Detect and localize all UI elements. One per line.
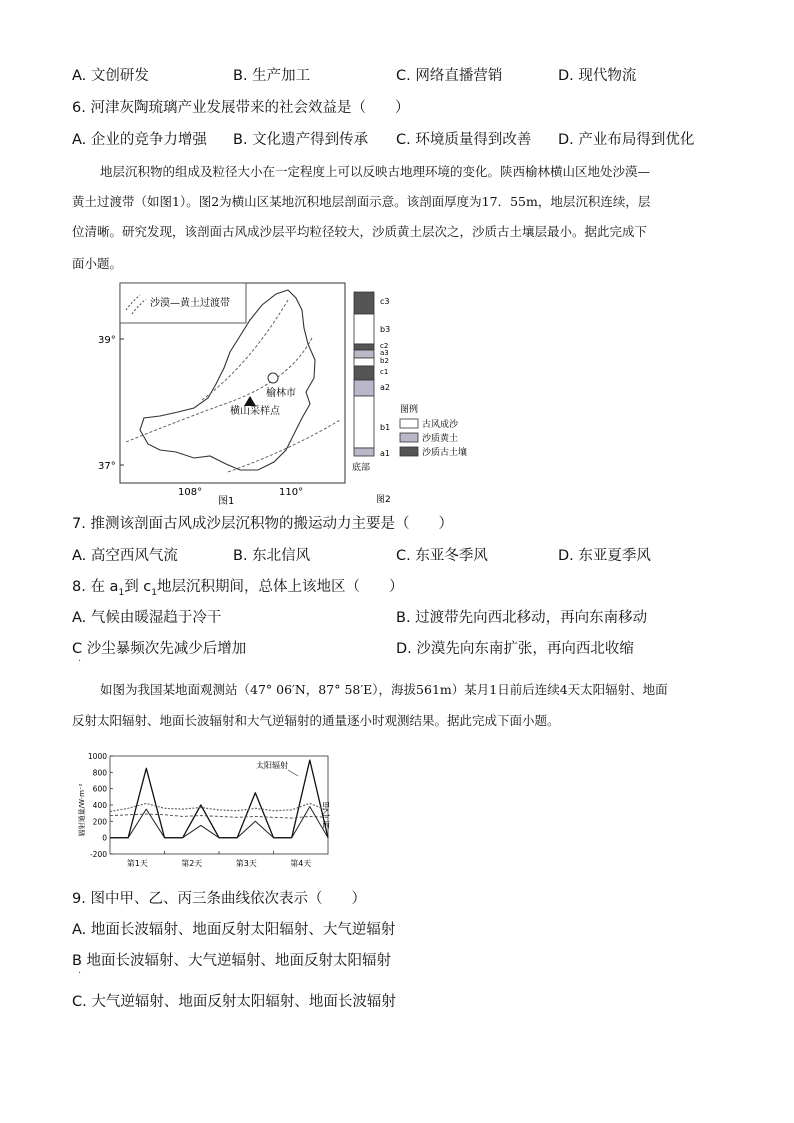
passage1-line-1: 地层沉积物的组成及粒径大小在一定程度上可以反映古地理环境的变化。陕西榆林横山区地处沙漠— — [100, 164, 651, 179]
layer-c3 — [354, 292, 374, 314]
series-label-甲: 甲 — [322, 801, 330, 811]
q7-stem: 7. 推测该剖面古风成沙层沉积物的搬运动力主要是（ ） — [72, 516, 453, 532]
radiation-chart — [76, 750, 338, 872]
layer-c2 — [354, 344, 374, 350]
series-label-乙: 乙 — [322, 808, 330, 818]
layer-b3 — [354, 314, 374, 344]
passage1-line-2: 黄土过渡带（如图1）。图2为横山区某地沉积地层剖面示意。该剖面厚度为17．55m，地层沉积连续，层 — [72, 194, 651, 209]
map-legend-label: 沙漠—黄土过渡带 — [150, 298, 230, 309]
q6-option-c[interactable]: C. 环境质量得到改善 — [396, 132, 532, 148]
figure-1-caption: 图1 — [218, 496, 235, 507]
layer-label-b2: b2 — [380, 357, 389, 365]
y-tick-label: 1000 — [87, 752, 107, 761]
q8-option-c[interactable]: C 沙尘暴频次先减少后增加 — [72, 641, 247, 657]
y-tick-label: 600 — [92, 784, 107, 794]
layer-label-a2: a2 — [380, 383, 390, 392]
q7-option-c[interactable]: C. 东亚冬季风 — [396, 548, 488, 564]
layer-label-a3: a3 — [380, 349, 389, 357]
layer-a1 — [354, 448, 374, 456]
q7-option-a[interactable]: A. 高空西风气流 — [72, 548, 178, 564]
legend-swatch-paleosol — [400, 447, 418, 456]
q6-option-b[interactable]: B. 文化遗产得到传承 — [233, 132, 369, 148]
q5-option-d[interactable]: D. 现代物流 — [558, 68, 637, 84]
solar-annotation: 太阳辐射 — [256, 761, 288, 770]
layer-a3 — [354, 350, 374, 358]
lon-108-label: 108° — [178, 487, 203, 498]
passage2-line-2: 反射太阳辐射、地面长波辐射和大气逆辐射的通量逐小时观测结果。据此完成下面小题。 — [72, 713, 560, 728]
sample-point-label: 横山采样点 — [230, 406, 280, 417]
series-太阳辐射 — [110, 760, 328, 838]
layer-label-b3: b3 — [380, 325, 391, 334]
q5-option-c[interactable]: C. 网络直播营销 — [396, 68, 503, 84]
stray-dot: · — [78, 656, 82, 667]
section-bottom-label: 底部 — [352, 463, 371, 473]
figure-2-section — [348, 290, 488, 510]
legend-swatch-loess — [400, 433, 418, 442]
layer-a2 — [354, 380, 374, 396]
series-甲 — [110, 803, 328, 811]
q9-option-b[interactable]: B 地面长波辐射、大气逆辐射、地面反射太阳辐射 — [72, 953, 392, 969]
legend-item-sand: 古风成沙 — [422, 420, 459, 430]
figure-2-caption: 图2 — [376, 495, 391, 505]
q8-option-b[interactable]: B. 过渡带先向西北移动，再向东南移动 — [396, 610, 648, 626]
layer-label-c3: c3 — [380, 297, 390, 306]
solar-annotation-leader — [288, 770, 298, 776]
q5-option-b[interactable]: B. 生产加工 — [233, 68, 311, 84]
y-axis-label: 辐射通量/W·m⁻² — [78, 783, 86, 837]
y-tick-label: 0 — [102, 833, 107, 843]
legend-item-paleosol: 沙质古土壤 — [422, 448, 468, 458]
stray-dot-2: · — [78, 968, 82, 979]
lon-110-label: 110° — [279, 487, 304, 498]
yulin-city-marker — [268, 373, 278, 383]
x-tick-label: 第4天 — [290, 859, 312, 868]
q6-stem: 6. 河津灰陶琉璃产业发展带来的社会效益是（ ） — [72, 100, 410, 116]
layer-label-b1: b1 — [380, 423, 391, 432]
passage2-line-1: 如图为我国某地面观测站（47° 06′N，87° 58′E），海拔561m）某月1日前后连续4天太阳辐射、地面 — [100, 682, 668, 697]
figure-1-map — [90, 280, 352, 510]
series-label-丙: 丙 — [322, 820, 330, 830]
q9-option-a[interactable]: A. 地面长波辐射、地面反射太阳辐射、大气逆辐射 — [72, 922, 396, 938]
x-tick-label: 第1天 — [126, 859, 148, 868]
q8-stem: 8. 在 $a_1$到 $c_1$地层沉积期间，总体上该地区（ ） — [72, 579, 404, 598]
q6-option-d[interactable]: D. 产业布局得到优化 — [558, 132, 695, 148]
y-tick-label: 800 — [92, 768, 107, 778]
lat-39-label: 39° — [98, 335, 116, 346]
layer-c1 — [354, 366, 374, 380]
legend-item-loess: 沙质黄土 — [422, 434, 459, 444]
q9-option-c[interactable]: C. 大气逆辐射、地面反射太阳辐射、地面长波辐射 — [72, 994, 396, 1010]
yulin-city-label: 榆林市 — [266, 388, 296, 399]
q6-option-a[interactable]: A. 企业的竞争力增强 — [72, 132, 207, 148]
legend-swatch-sand — [400, 419, 418, 428]
y-tick-label: 200 — [92, 817, 107, 827]
q7-option-d[interactable]: D. 东亚夏季风 — [558, 548, 651, 564]
y-tick-label: -200 — [89, 850, 107, 859]
chart-frame — [110, 756, 328, 854]
x-tick-label: 第2天 — [181, 859, 203, 868]
lat-37-label: 37° — [98, 461, 116, 472]
q5-option-a[interactable]: A. 文创研发 — [72, 68, 149, 84]
y-tick-label: 400 — [92, 801, 107, 810]
sample-point-icon — [244, 396, 256, 406]
passage1-line-3: 位清晰。研究发现，该剖面古风成沙层平均粒径较大，沙质黄土层次之，沙质古土壤层最小。据此完成下 — [72, 224, 648, 239]
layer-b1 — [354, 396, 374, 448]
legend-title: 图例 — [400, 405, 419, 415]
layer-b2 — [354, 358, 374, 366]
layer-label-a1: a1 — [380, 449, 390, 458]
q8-option-d[interactable]: D. 沙漠先向东南扩张，再向西北收缩 — [396, 641, 634, 657]
q9-stem: 9. 图中甲、乙、丙三条曲线依次表示（ ） — [72, 891, 366, 907]
passage1-line-4: 面小题。 — [72, 256, 123, 271]
x-tick-label: 第3天 — [235, 859, 257, 868]
layer-label-c2: c2 — [380, 342, 389, 350]
q7-option-b[interactable]: B. 东北信风 — [233, 548, 311, 564]
q8-option-a[interactable]: A. 气候由暖湿趋于冷干 — [72, 610, 222, 626]
layer-label-c1: c1 — [380, 368, 389, 376]
